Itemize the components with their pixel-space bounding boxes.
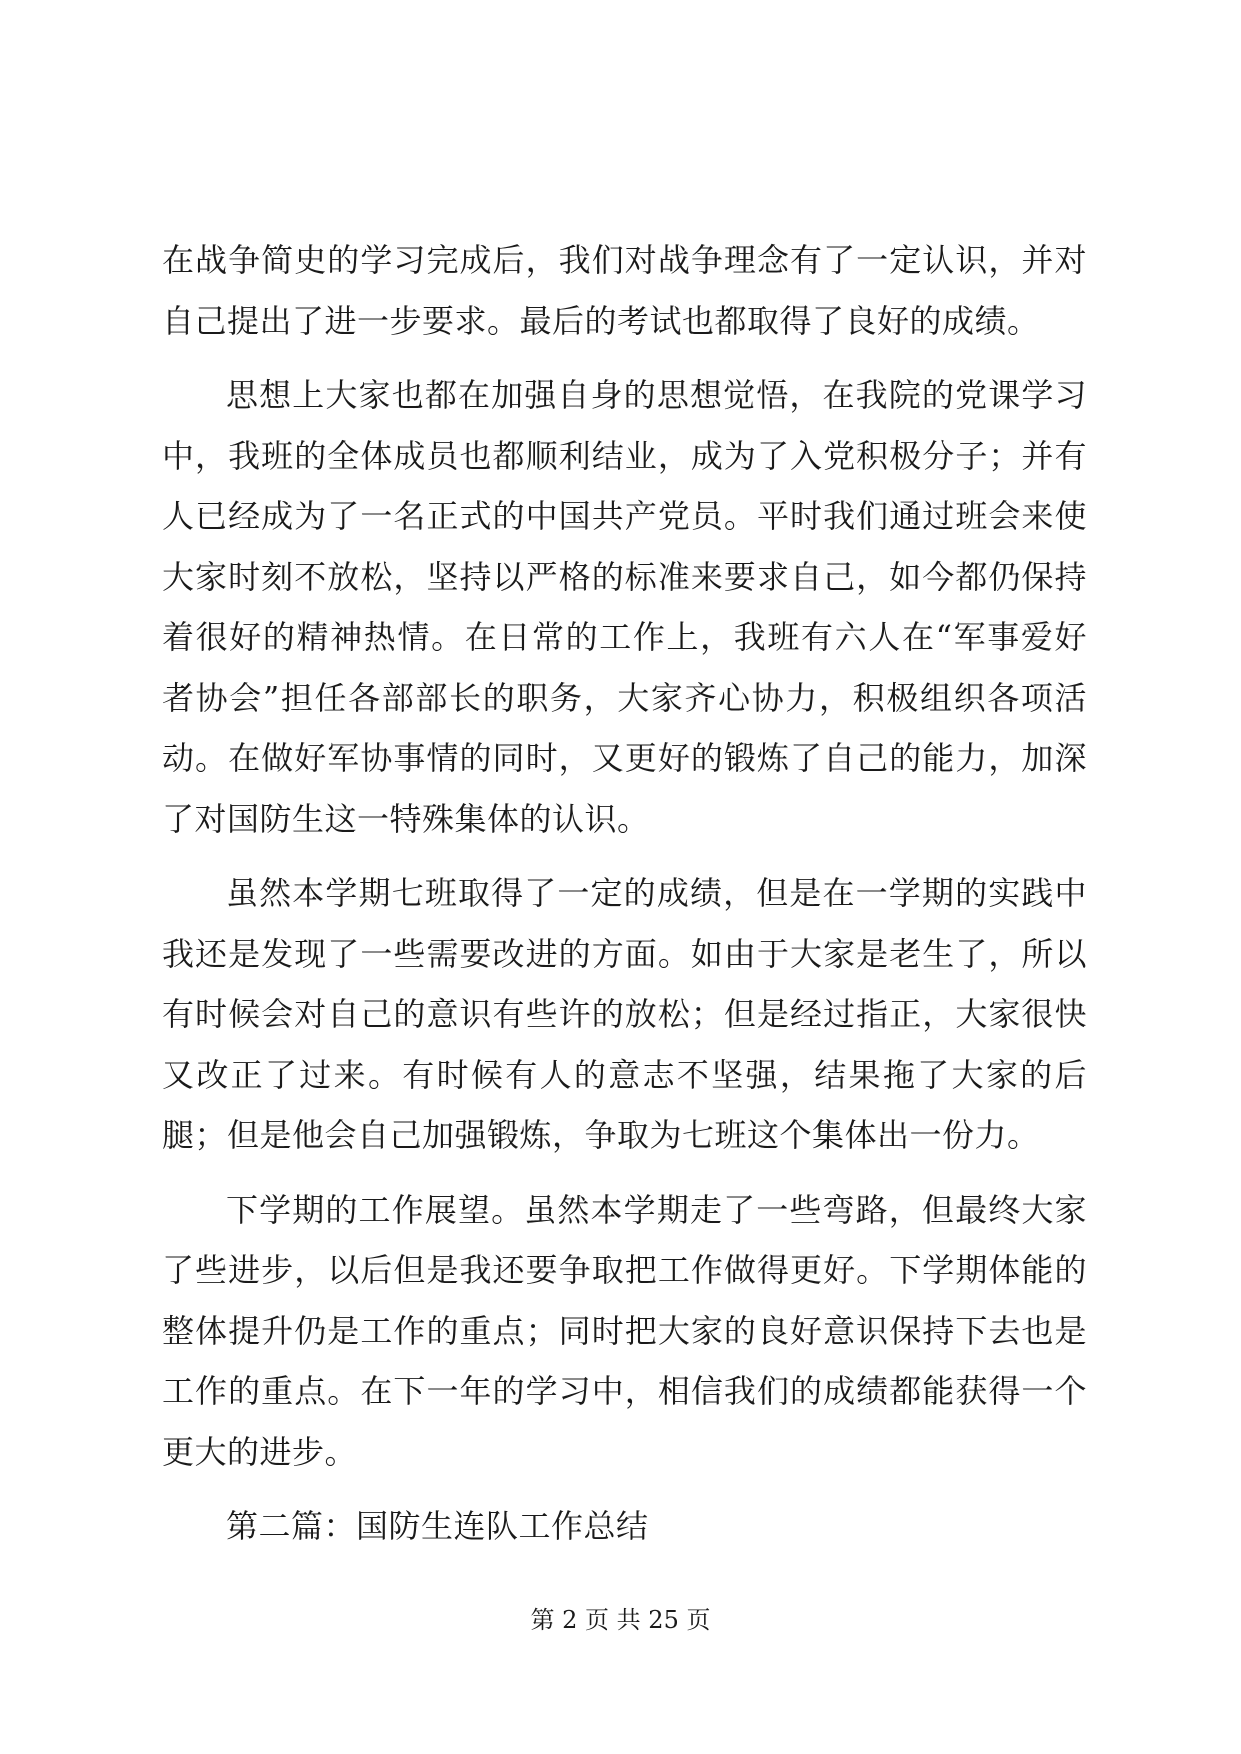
paragraph-continuation: 在战争简史的学习完成后，我们对战争理念有了一定认识，并对自己提出了进一步要求。最后的考试也都取得了良好的成绩。 — [162, 241, 1087, 340]
document-body — [162, 230, 1087, 1557]
paragraph-ideology: 思想上大家也都在加强自身的思想觉悟，在我院的党课学习中，我班的全体成员也都顺利结业，成为了入党积极分子；并有人已经成为了一名正式的中国共产党员。平时我们通过班会来使大家时刻不放松，坚持以严格的标准来要求自己，如今都仍保持着很好的精神热情。在日常的工作上，我班有六人在“军事爱好者协会”担任各部部长的职务，大家齐心协力，积极组织各项活动。在做好军协事情的同时，又更好的锻炼了自己的能力，加深了对国防生这一特殊集体的认识。 — [162, 376, 1087, 838]
paragraph-improvements: 虽然本学期七班取得了一定的成绩，但是在一学期的实践中我还是发现了一些需要改进的方面。如由于大家是老生了，所以有时候会对自己的意识有些许的放松；但是经过指正，大家很快又改正了过来。有时候有人的意志不坚强，结果拖了大家的后腿；但是他会自己加强锻炼，争取为七班这个集体出一份力。 — [162, 874, 1087, 1154]
page-number-footer: 第 2 页 共 25 页 — [530, 1606, 711, 1634]
paragraph-outlook: 下学期的工作展望。虽然本学期走了一些弯路，但最终大家了些进步，以后但是我还要争取把工作做得更好。下学期体能的整体提升仍是工作的重点；同时把大家的良好意识保持下去也是工作的重点。在下一年的学习中，相信我们的成绩都能获得一个更大的进步。 — [162, 1190, 1087, 1471]
section-heading: 第二篇：国防生连队工作总结 — [226, 1507, 649, 1545]
